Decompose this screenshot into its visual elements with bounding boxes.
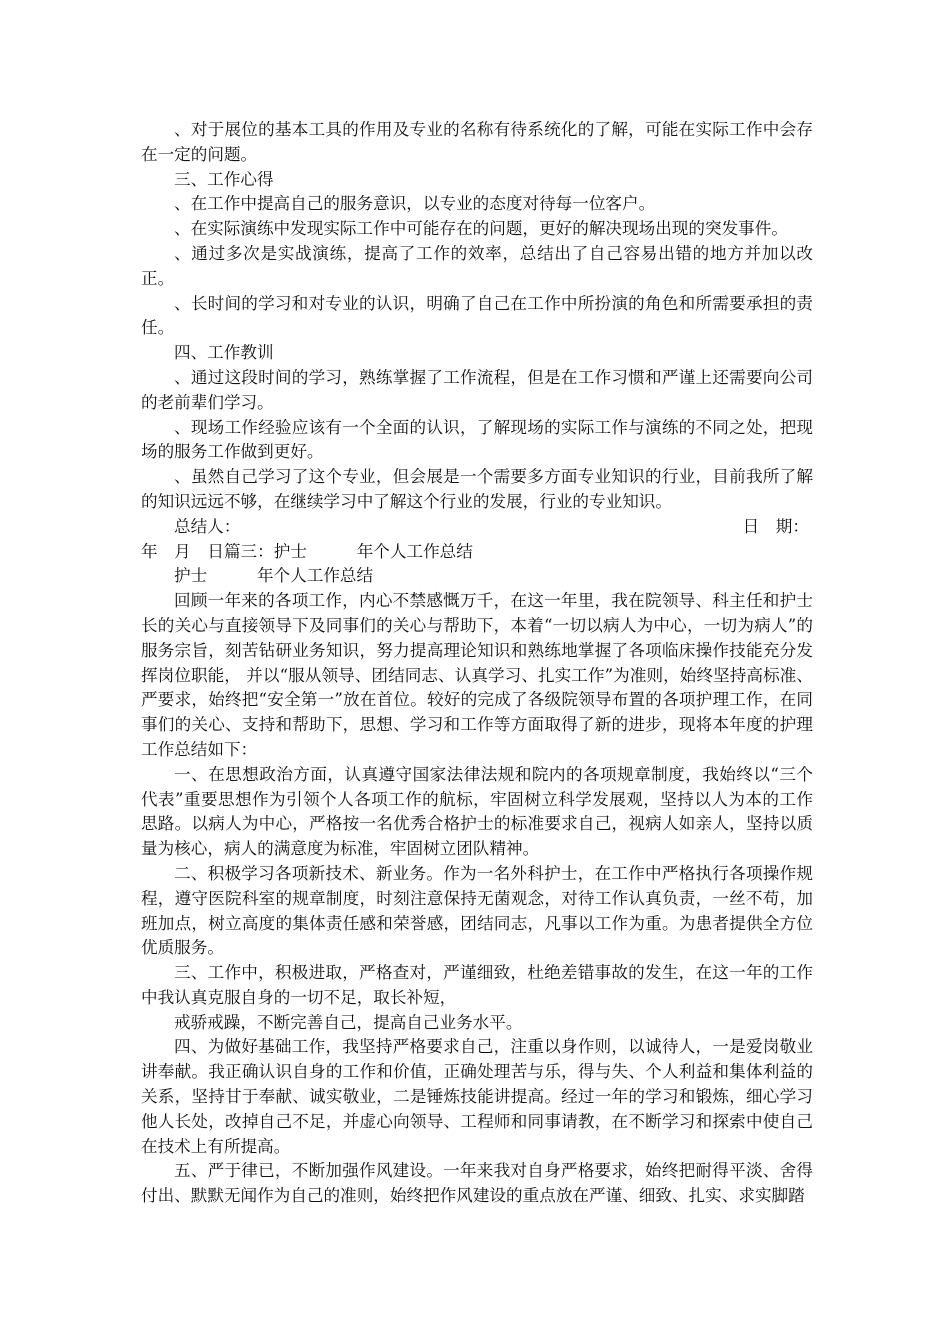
date-label: 日 期： — [742, 516, 809, 536]
paragraph: 回顾一年来的各项工作，内心不禁感慨万千，在这一年里，我在院领导、科主任和护士长的关心与直接领导下及同事们的关心与帮助下，本着“一切以病人为中心，一切为病人”的服务宗旨，刻苦钻研业务知识，努力提高理论知识和熟练地掌握了各项临床操作技能充分发挥岗位职能， 并以“服从领导、团结同志、认真学习、扎实工作”为准则，始终坚持高标准、严要求，始终把“安全第一”放在首位。较好的完成了各级院领导布置的各项护理工作，在同事们的关心、支持和帮助下，思想、学习和工作等方面取得了新的进步，现将本年度的护理工作总结如下： — [141, 591, 813, 759]
paragraph: 一、在思想政治方面，认真遵守国家法律法规和院内的各项规章制度，我始终以“三个代表”重要思想作为引领个人各项工作的航标，牢固树立科学发展观，坚持以人为本的工作思路。以病人为中心，严格按一名优秀合格护士的标准要求自己，视病人如亲人，坚持以质量为核心，病人的满意度为标准，牢固树立团队精神。 — [141, 764, 813, 859]
summarizer-label: 总结人： — [174, 516, 241, 536]
paragraph: 、长时间的学习和对专业的认识，明确了自己在工作中所扮演的角色和所需要承担的责任。 — [141, 293, 813, 338]
document-body — [141, 118, 813, 1209]
paragraph: 、虽然自己学习了这个专业，但会展是一个需要多方面专业知识的行业，目前我所了解的知识远远不够，在继续学习中了解这个行业的发展，行业的专业知识。 — [141, 467, 813, 511]
document-subtitle: 护士 年个人工作总结 — [174, 566, 374, 586]
paragraph: 三、工作中，积极进取，严格查对，严谨细致，杜绝差错事故的发生，在这一年的工作中我认真克服自身的一切不足，取长补短， — [141, 963, 813, 1007]
paragraph: 、通过多次是实战演练，提高了工作的效率，总结出了自己容易出错的地方并加以改正。 — [141, 243, 813, 288]
paragraph: 戒骄戒躁，不断完善自己，提高自己业务水平。 — [174, 1012, 523, 1032]
paragraph: 二、积极学习各项新技术、新业务。作为一名外科护士，在工作中严格执行各项操作规程，遵守医院科室的规章制度，时刻注意保持无菌观念，对待工作认真负责，一丝不苟，加班加点，树立高度的集体责任感和荣誉感，团结同志，凡事以工作为重。为患者提供全方位优质服务。 — [141, 863, 813, 958]
paragraph: 五、严于律已，不断加强作风建设。一年来我对自身严格要求，始终把耐得平淡、舍得付出、默默无闻作为自己的准则，始终把作风建设的重点放在严谨、细致、扎实、求实脚踏 — [141, 1161, 813, 1206]
paragraph: 四、为做好基础工作，我坚持严格要求自己，注重以身作则，以诚待人，一是爱岗敬业讲奉献。我正确认识自身的工作和价值，正确处理苦与乐，得与失、个人利益和集体利益的关系，坚持甘于奉献、诚实敬业，二是锤炼技能讲提高。经过一年的学习和锻炼，细心学习他人长处，改掉自己不足，并虚心向领导、工程师和同事请教，在不断学习和探索中使自己在技术上有所提高。 — [141, 1037, 813, 1156]
signature-line — [141, 515, 813, 540]
paragraph: 、现场工作经验应该有一个全面的认识，了解现场的实际工作与演练的不同之处，把现场的服务工作做到更好。 — [141, 417, 813, 462]
section-heading: 四、工作教训 — [174, 343, 274, 363]
paragraph: 、在实际演练中发现实际工作中可能存在的问题，更好的解决现场出现的突发事件。 — [174, 219, 788, 239]
paragraph: 、在工作中提高自己的服务意识，以专业的态度对待每一位客户。 — [174, 194, 656, 214]
date-line: 年 月 日篇三：护士 年个人工作总结 — [141, 541, 473, 561]
section-heading: 三、工作心得 — [174, 169, 274, 189]
paragraph: 、对于展位的基本工具的作用及专业的名称有待系统化的了解，可能在实际工作中会存在一定的问题。 — [141, 120, 813, 164]
paragraph: 、通过这段时间的学习，熟练掌握了工作流程，但是在工作习惯和严谨上还需要向公司的老前辈们学习。 — [141, 367, 813, 412]
